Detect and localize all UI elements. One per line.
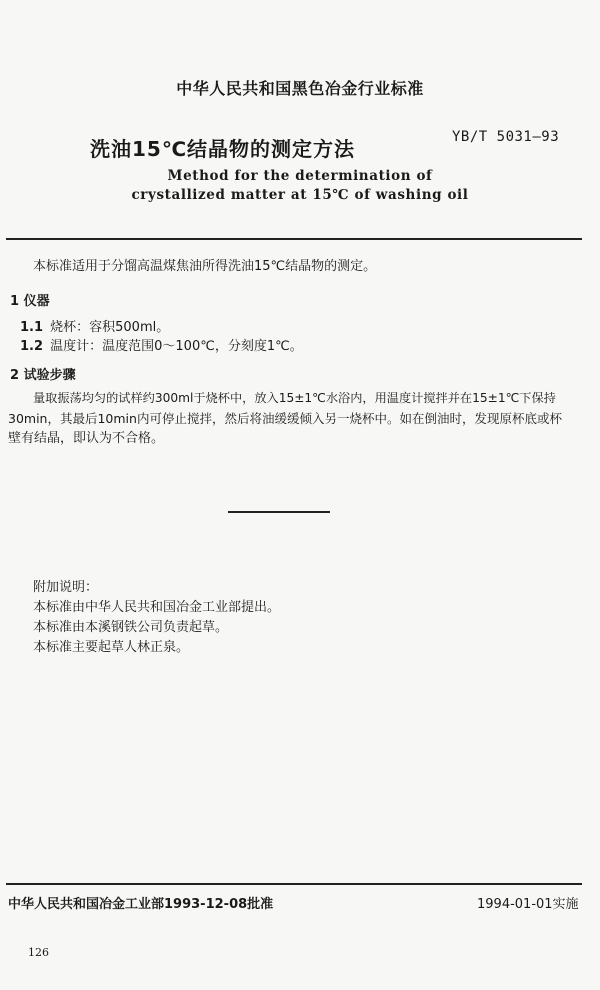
document-title-en-line2: crystallized matter at 15℃ of washing oil: [131, 187, 469, 203]
page-number: 126: [28, 946, 49, 959]
notes-line-2: 本标准由本溪钢铁公司负责起草。: [33, 620, 229, 635]
header-divider: [6, 238, 582, 240]
section-1-heading: 1 仪器: [10, 294, 50, 309]
procedure-line-2: 30min，其最后10min内可停止搅拌，然后将油缓缓倾入另一烧杯中。如在倒油时，发现原杯底或杯: [8, 411, 562, 426]
issuer-title: 中华人民共和国黑色冶金行业标准: [176, 79, 424, 98]
standard-code: YB/T 5031—93: [452, 129, 560, 145]
section-1-2-number: 1.2: [20, 339, 44, 354]
scope-paragraph: 本标准适用于分馏高温煤焦油所得洗油15℃结晶物的测定。: [33, 259, 377, 274]
notes-line-1: 本标准由中华人民共和国冶金工业部提出。: [33, 600, 281, 615]
footer-divider: [6, 883, 582, 885]
notes-heading: 附加说明：: [33, 580, 99, 595]
procedure-line-3: 壁有结晶，即认为不合格。: [8, 431, 165, 446]
section-1-1-number: 1.1: [20, 320, 44, 335]
document-title-cn: 洗油15℃结晶物的测定方法: [90, 137, 356, 161]
section-1-2: [20, 335, 303, 354]
section-1-1: [20, 316, 169, 335]
section-1-1-text: 烧杯：容积500ml。: [50, 320, 170, 335]
document-title-en-line1: Method for the determination of: [167, 168, 433, 184]
procedure-line-1: 量取振荡均匀的试样约300ml于烧杯中，放入15±1℃水浴内，用温度计搅拌并在15±1℃下保持: [33, 391, 556, 405]
end-of-text-rule: [228, 511, 330, 513]
section-1-2-text: 温度计：温度范围0～100℃，分刻度1℃。: [50, 339, 303, 354]
notes-line-3: 本标准主要起草人林正泉。: [33, 640, 190, 655]
approval-statement: 中华人民共和国冶金工业部1993-12-08批准: [8, 897, 274, 912]
implementation-date: 1994-01-01实施: [477, 897, 579, 912]
section-2-heading: 2 试验步骤: [10, 368, 76, 383]
